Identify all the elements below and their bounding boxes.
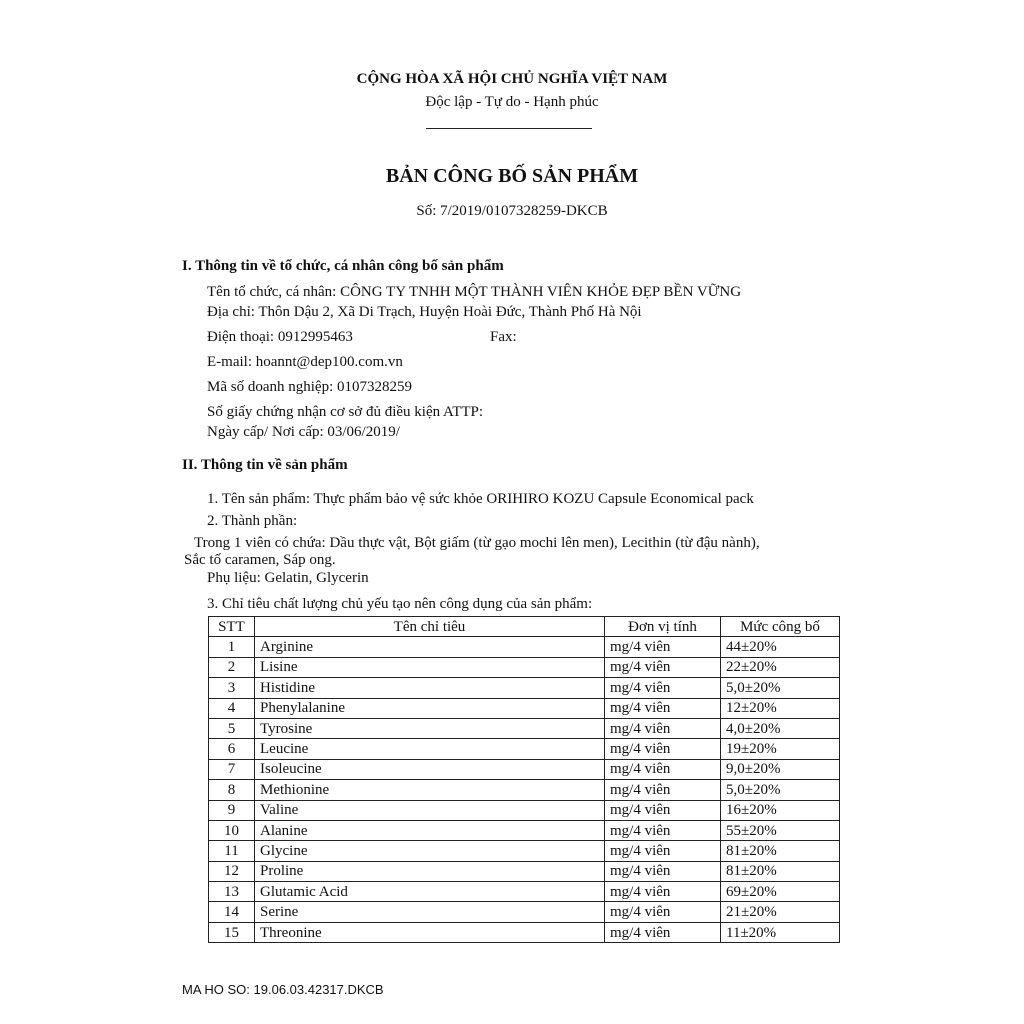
- header-declared-level: Mức công bố: [721, 617, 840, 637]
- excipients: Phụ liệu: Gelatin, Glycerin: [207, 570, 369, 586]
- organization-phone: Điện thoại: 0912995463: [207, 329, 353, 345]
- row-value: 69±20%: [721, 882, 840, 902]
- row-name: Glycine: [255, 841, 605, 861]
- row-stt: 11: [209, 841, 255, 861]
- row-value: 44±20%: [721, 637, 840, 657]
- table-row: [209, 902, 840, 922]
- row-stt: 8: [209, 780, 255, 800]
- row-unit: mg/4 viên: [605, 637, 721, 657]
- row-stt: 4: [209, 698, 255, 718]
- table-row: [209, 698, 840, 718]
- table-row: [209, 718, 840, 738]
- row-value: 12±20%: [721, 698, 840, 718]
- header-stt: STT: [209, 617, 255, 637]
- row-stt: 9: [209, 800, 255, 820]
- table-row: [209, 882, 840, 902]
- document-number: Số: 7/2019/0107328259-DKCB: [416, 203, 608, 219]
- row-name: Phenylalanine: [255, 698, 605, 718]
- table-row: [209, 780, 840, 800]
- row-stt: 7: [209, 759, 255, 779]
- table-row: [209, 637, 840, 657]
- row-name: Methionine: [255, 780, 605, 800]
- row-unit: mg/4 viên: [605, 902, 721, 922]
- section-2-heading: II. Thông tin về sản phẩm: [182, 457, 348, 473]
- row-name: Glutamic Acid: [255, 882, 605, 902]
- row-value: 5,0±20%: [721, 678, 840, 698]
- row-stt: 1: [209, 637, 255, 657]
- quality-indicators-label: 3. Chỉ tiêu chất lượng chủ yếu tạo nên công dụng của sản phẩm:: [207, 596, 593, 612]
- header-unit: Đơn vị tính: [605, 617, 721, 637]
- row-value: 4,0±20%: [721, 718, 840, 738]
- row-name: Proline: [255, 861, 605, 881]
- row-value: 9,0±20%: [721, 759, 840, 779]
- product-name: 1. Tên sản phẩm: Thực phẩm bảo vệ sức khỏe ORIHIRO KOZU Capsule Economical pack: [207, 491, 754, 507]
- nation-title: CỘNG HÒA XÃ HỘI CHỦ NGHĨA VIỆT NAM: [356, 71, 668, 87]
- row-stt: 6: [209, 739, 255, 759]
- row-unit: mg/4 viên: [605, 861, 721, 881]
- header-indicator-name: Tên chỉ tiêu: [255, 617, 605, 637]
- row-stt: 10: [209, 820, 255, 840]
- row-unit: mg/4 viên: [605, 841, 721, 861]
- row-value: 81±20%: [721, 861, 840, 881]
- row-value: 81±20%: [721, 841, 840, 861]
- row-unit: mg/4 viên: [605, 657, 721, 677]
- row-stt: 5: [209, 718, 255, 738]
- table-row: [209, 678, 840, 698]
- row-unit: mg/4 viên: [605, 739, 721, 759]
- row-name: Isoleucine: [255, 759, 605, 779]
- title-divider: [426, 128, 592, 129]
- table-row: [209, 800, 840, 820]
- organization-address: Địa chỉ: Thôn Dậu 2, Xã Di Trạch, Huyện Hoài Đức, Thành Phố Hà Nội: [207, 304, 642, 320]
- row-unit: mg/4 viên: [605, 759, 721, 779]
- row-unit: mg/4 viên: [605, 800, 721, 820]
- row-name: Serine: [255, 902, 605, 922]
- row-stt: 2: [209, 657, 255, 677]
- row-unit: mg/4 viên: [605, 780, 721, 800]
- issue-date-place: Ngày cấp/ Nơi cấp: 03/06/2019/: [207, 424, 400, 440]
- food-safety-certificate: Số giấy chứng nhận cơ sở đủ điều kiện ATTP:: [207, 404, 484, 420]
- row-name: Lisine: [255, 657, 605, 677]
- table-header-row: [209, 617, 840, 637]
- row-unit: mg/4 viên: [605, 698, 721, 718]
- section-1-heading: I. Thông tin về tổ chức, cá nhân công bố sản phẩm: [182, 258, 504, 274]
- table-row: [209, 922, 840, 942]
- ingredients-line-2: Sắc tố caramen, Sáp ong.: [184, 552, 336, 568]
- organization-name: Tên tổ chức, cá nhân: CÔNG TY TNHH MỘT THÀNH VIÊN KHỎE ĐẸP BỀN VỮNG: [207, 284, 742, 300]
- row-value: 21±20%: [721, 902, 840, 922]
- row-name: Arginine: [255, 637, 605, 657]
- document-title: BẢN CÔNG BỐ SẢN PHẨM: [385, 165, 639, 187]
- organization-fax: Fax:: [490, 329, 517, 345]
- row-unit: mg/4 viên: [605, 678, 721, 698]
- table-row: [209, 657, 840, 677]
- row-stt: 13: [209, 882, 255, 902]
- table-row: [209, 820, 840, 840]
- row-name: Tyrosine: [255, 718, 605, 738]
- row-unit: mg/4 viên: [605, 882, 721, 902]
- national-motto: Độc lập - Tự do - Hạnh phúc: [425, 94, 599, 110]
- row-name: Alanine: [255, 820, 605, 840]
- business-code: Mã số doanh nghiệp: 0107328259: [207, 379, 412, 395]
- row-value: 19±20%: [721, 739, 840, 759]
- row-name: Histidine: [255, 678, 605, 698]
- row-value: 5,0±20%: [721, 780, 840, 800]
- table-row: [209, 759, 840, 779]
- organization-email: E-mail: hoannt@dep100.com.vn: [207, 354, 403, 370]
- composition-label: 2. Thành phần:: [207, 513, 298, 529]
- row-name: Threonine: [255, 922, 605, 942]
- quality-table: [208, 616, 840, 943]
- row-name: Valine: [255, 800, 605, 820]
- table-row: [209, 841, 840, 861]
- row-stt: 15: [209, 922, 255, 942]
- row-unit: mg/4 viên: [605, 718, 721, 738]
- row-value: 11±20%: [721, 922, 840, 942]
- record-code-footer: MA HO SO: 19.06.03.42317.DKCB: [182, 982, 384, 997]
- row-stt: 12: [209, 861, 255, 881]
- row-value: 55±20%: [721, 820, 840, 840]
- row-stt: 3: [209, 678, 255, 698]
- row-value: 16±20%: [721, 800, 840, 820]
- row-name: Leucine: [255, 739, 605, 759]
- row-unit: mg/4 viên: [605, 922, 721, 942]
- ingredients-line-1: Trong 1 viên có chứa: Dầu thực vật, Bột giấm (từ gạo mochi lên men), Lecithin (từ đậu nành),: [194, 535, 760, 551]
- row-unit: mg/4 viên: [605, 820, 721, 840]
- row-value: 22±20%: [721, 657, 840, 677]
- table-row: [209, 861, 840, 881]
- table-row: [209, 739, 840, 759]
- row-stt: 14: [209, 902, 255, 922]
